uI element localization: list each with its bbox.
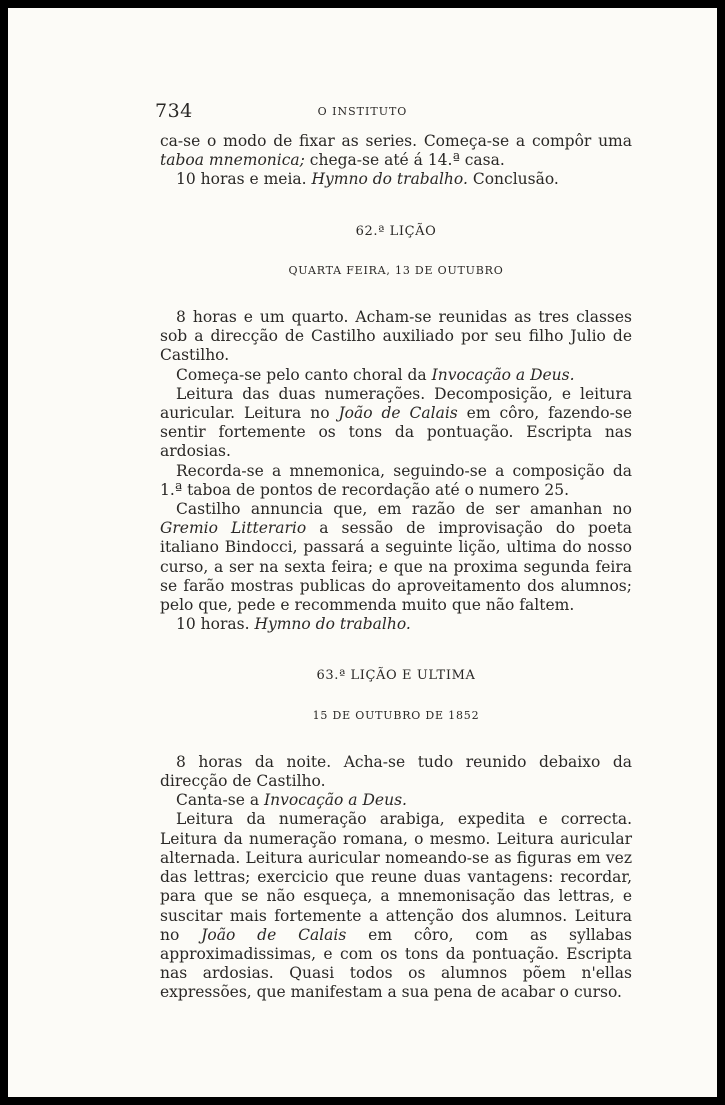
lesson-62-paragraph: 8 horas e um quarto. Acham-se reunidas as tres classes sob a direcção de Castilho auxiliado por seu filho Julio de Castilho. xyxy=(160,308,632,365)
lesson-62-paragraph: Leitura das duas numerações. Decomposição, e leitura auricular. Leitura no João de Calais em côro, fazendo-se sentir fortemente os tons da pontuação. Escripta nas ardosias. xyxy=(160,384,632,461)
page-header xyxy=(8,96,717,126)
page-number: 734 xyxy=(155,100,193,122)
lesson-62-paragraph: Começa-se pelo canto choral da Invocação a Deus. xyxy=(176,365,575,384)
lesson-62-paragraph: Recorda-se a mnemonica, seguindo-se a composição da 1.ª taboa de pontos de recordação até o numero 25. xyxy=(160,461,632,499)
lesson-63-paragraph: Leitura da numeração arabiga, expedita e correcta. Leitura da numeração romana, o mesmo. Leitura auricular alternada. Leitura auricular nomeando-se as figuras em vez das lettras; exercicio que reune duas vantagens: recordar, para que se não esqueça, a mnemonisação das lettras, e suscitar mais fortemente a attenção dos alumnos. Leitura no João de Calais em côro, com as syllabas approximadissimas, e com os tons da pontuação. Escripta nas ardosias. Quasi todos os alumnos põem n'ellas expressões, que manifestam a sua pena de acabar o curso. xyxy=(160,810,633,1002)
running-title: O INSTITUTO xyxy=(317,105,408,118)
book-page xyxy=(8,8,717,1097)
lesson-63-heading: 63.ª LIÇÃO E ULTIMA xyxy=(316,668,476,684)
lesson-62-paragraph: Castilho annuncia que, em razão de ser amanhan no Gremio Litterario a sessão de improvisação do poeta italiano Bindocci, passará a seguinte lição, ultima do nosso curso, a ser na sexta feira; e que na proxima segunda feira se farão mostras publicas do aproveitamento dos alumnos; pelo que, pede e recommenda muito que não faltem. xyxy=(160,500,632,615)
page-body xyxy=(160,132,632,1003)
lesson-62-date: QUARTA FEIRA, 13 DE OUTUBRO xyxy=(288,263,504,277)
lesson-62-paragraph: 10 horas. Hymno do trabalho. xyxy=(176,615,411,634)
lesson-63-paragraph: Canta-se a Invocação a Deus. xyxy=(176,791,407,810)
intro-line-2: 10 horas e meia. Hymno do trabalho. Conclusão. xyxy=(176,170,559,189)
lesson-63-date: 15 DE OUTUBRO DE 1852 xyxy=(312,708,480,722)
lesson-62-heading: 62.ª LIÇÃO xyxy=(355,223,437,239)
lesson-63-paragraph: 8 horas da noite. Acha-se tudo reunido debaixo da direcção de Castilho. xyxy=(160,752,632,791)
intro-line-1: ca-se o modo de fixar as series. Começa-se a compôr uma taboa mnemonica; chega-se até á 14.ª casa. xyxy=(160,132,632,170)
